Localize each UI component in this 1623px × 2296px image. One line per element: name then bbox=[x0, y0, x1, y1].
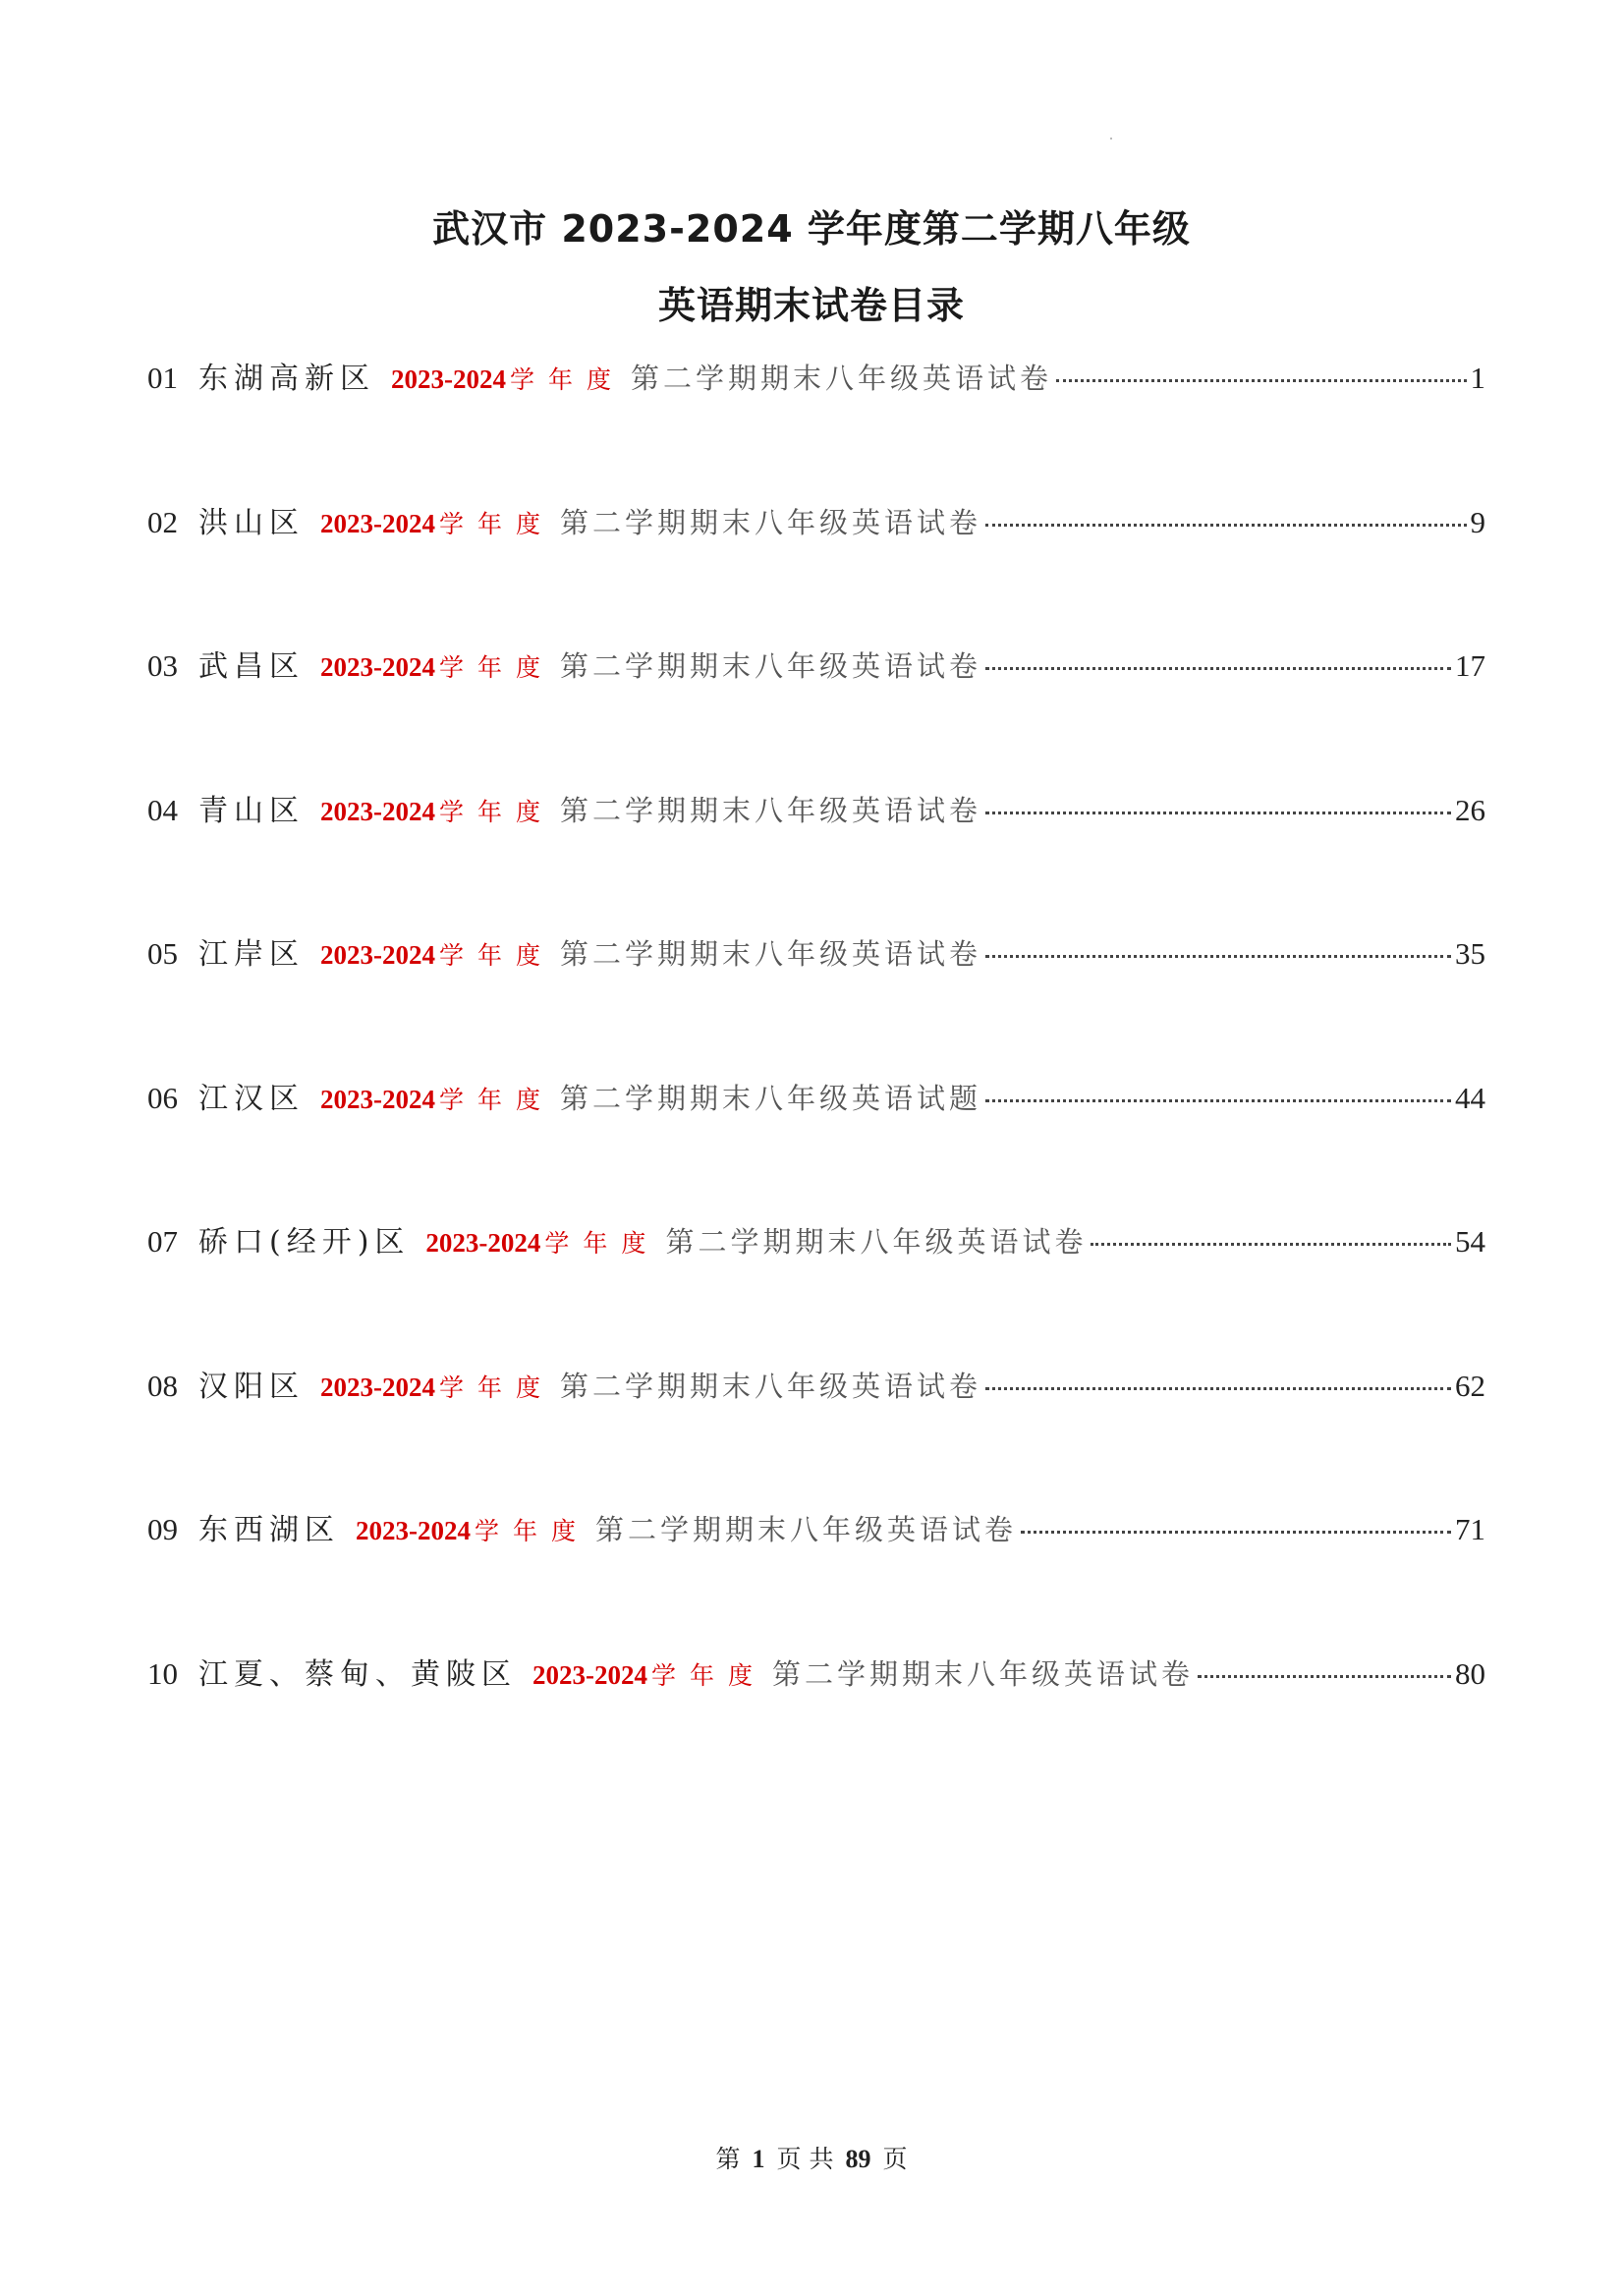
entry-title: 第二学期期末八年级英语试卷 bbox=[560, 1369, 982, 1403]
entry-yearword: 学年度 bbox=[439, 509, 555, 538]
scan-speck bbox=[1110, 138, 1112, 140]
entry-title: 第二学期期末八年级英语试卷 bbox=[772, 1656, 1195, 1691]
toc-entry-09[interactable] bbox=[147, 1505, 1485, 1650]
entry-page-number: 9 bbox=[1470, 504, 1485, 539]
dot-leader bbox=[985, 955, 1451, 958]
entry-year: 2023-2024 bbox=[356, 1516, 471, 1545]
entry-district: 汉阳区 bbox=[198, 1369, 305, 1404]
toc-entry-10[interactable] bbox=[147, 1650, 1485, 1794]
entry-page-number: 71 bbox=[1455, 1512, 1485, 1546]
entry-page-number: 35 bbox=[1455, 936, 1485, 971]
entry-title: 第二学期期末八年级英语试卷 bbox=[560, 937, 982, 971]
entry-year: 2023-2024 bbox=[532, 1659, 647, 1690]
entry-page-number: 80 bbox=[1455, 1655, 1485, 1691]
dot-leader bbox=[1198, 1675, 1451, 1678]
entry-title: 第二学期期末八年级英语试卷 bbox=[560, 793, 982, 827]
entry-number: 03 bbox=[147, 648, 178, 683]
dot-leader bbox=[1021, 1531, 1451, 1534]
entry-yearword: 学年度 bbox=[475, 1517, 590, 1545]
entry-year: 2023-2024 bbox=[320, 1084, 435, 1114]
entry-title: 第二学期期末八年级英语试卷 bbox=[595, 1513, 1018, 1546]
dot-leader bbox=[985, 1099, 1451, 1102]
entry-district: 东西湖区 bbox=[198, 1513, 340, 1547]
entry-year: 2023-2024 bbox=[320, 796, 435, 826]
entry-title: 第二学期期末八年级英语试卷 bbox=[560, 649, 982, 683]
entry-year: 2023-2024 bbox=[320, 652, 435, 682]
entry-number: 06 bbox=[147, 1080, 178, 1115]
entry-number: 05 bbox=[147, 936, 178, 971]
footer-current-page: 1 bbox=[752, 2145, 765, 2173]
toc-entry-03[interactable] bbox=[147, 642, 1485, 786]
entry-number: 04 bbox=[147, 792, 178, 827]
entry-title: 第二学期期末八年级英语试卷 bbox=[665, 1225, 1088, 1259]
footer-suffix: 页 bbox=[882, 2145, 908, 2173]
entry-page-number: 17 bbox=[1455, 648, 1485, 683]
toc-entry-01[interactable] bbox=[147, 354, 1485, 498]
toc-entry-08[interactable] bbox=[147, 1362, 1485, 1506]
toc-entry-06[interactable] bbox=[147, 1074, 1485, 1218]
entry-yearword: 学年度 bbox=[439, 1085, 555, 1114]
dot-leader bbox=[985, 812, 1451, 814]
entry-number: 07 bbox=[147, 1224, 178, 1259]
entry-yearword: 学年度 bbox=[544, 1229, 660, 1258]
entry-yearword: 学年度 bbox=[439, 653, 555, 682]
toc-entry-02[interactable] bbox=[147, 498, 1485, 643]
entry-page-number: 54 bbox=[1455, 1224, 1485, 1259]
entry-district: 江汉区 bbox=[198, 1081, 305, 1116]
entry-district: 江岸区 bbox=[198, 937, 305, 972]
entry-district: 青山区 bbox=[198, 793, 305, 828]
entry-yearword: 学年度 bbox=[439, 941, 555, 970]
entry-number: 10 bbox=[147, 1655, 178, 1691]
entry-yearword: 学年度 bbox=[439, 1372, 555, 1402]
dot-leader bbox=[1056, 379, 1466, 382]
dot-leader bbox=[985, 524, 1466, 527]
entry-yearword: 学年度 bbox=[510, 365, 626, 394]
entry-title: 第二学期期末八年级英语试题 bbox=[560, 1081, 982, 1115]
entry-number: 08 bbox=[147, 1368, 178, 1403]
entry-title: 第二学期期末八年级英语试卷 bbox=[560, 505, 982, 539]
entry-district: 洪山区 bbox=[198, 505, 305, 540]
entry-district: 东湖高新区 bbox=[198, 362, 375, 396]
page-footer bbox=[0, 2140, 1623, 2175]
entry-number: 01 bbox=[147, 361, 178, 395]
footer-prefix: 第 bbox=[715, 2145, 741, 2173]
entry-page-number: 26 bbox=[1455, 792, 1485, 827]
entry-year: 2023-2024 bbox=[391, 364, 506, 394]
dot-leader bbox=[985, 1387, 1451, 1390]
dot-leader bbox=[1091, 1243, 1451, 1246]
entry-page-number: 62 bbox=[1455, 1368, 1485, 1403]
entry-number: 02 bbox=[147, 504, 178, 539]
entry-district: 硚口(经开)区 bbox=[198, 1225, 411, 1260]
entry-number: 09 bbox=[147, 1512, 178, 1546]
entry-district: 武昌区 bbox=[198, 649, 305, 684]
entry-district: 江夏、蔡甸、黄陂区 bbox=[198, 1656, 517, 1692]
page-title: 武汉市 2023-2024 学年度第二学期八年级 bbox=[432, 207, 1191, 251]
entry-year: 2023-2024 bbox=[320, 508, 435, 538]
entry-yearword: 学年度 bbox=[651, 1660, 767, 1690]
entry-page-number: 44 bbox=[1455, 1080, 1485, 1115]
entry-year: 2023-2024 bbox=[320, 1372, 435, 1402]
page-subtitle: 英语期末试卷目录 bbox=[657, 284, 965, 327]
entry-year: 2023-2024 bbox=[425, 1228, 541, 1258]
footer-total-pages: 89 bbox=[845, 2145, 871, 2173]
dot-leader bbox=[985, 667, 1451, 670]
table-of-contents bbox=[147, 354, 1485, 1793]
entry-title: 第二学期期末八年级英语试卷 bbox=[631, 362, 1053, 395]
entry-yearword: 学年度 bbox=[439, 797, 555, 826]
entry-page-number: 1 bbox=[1470, 361, 1485, 395]
toc-entry-07[interactable] bbox=[147, 1217, 1485, 1362]
footer-middle: 页 共 bbox=[776, 2145, 834, 2173]
toc-entry-05[interactable] bbox=[147, 929, 1485, 1074]
entry-year: 2023-2024 bbox=[320, 940, 435, 970]
toc-entry-04[interactable] bbox=[147, 786, 1485, 930]
